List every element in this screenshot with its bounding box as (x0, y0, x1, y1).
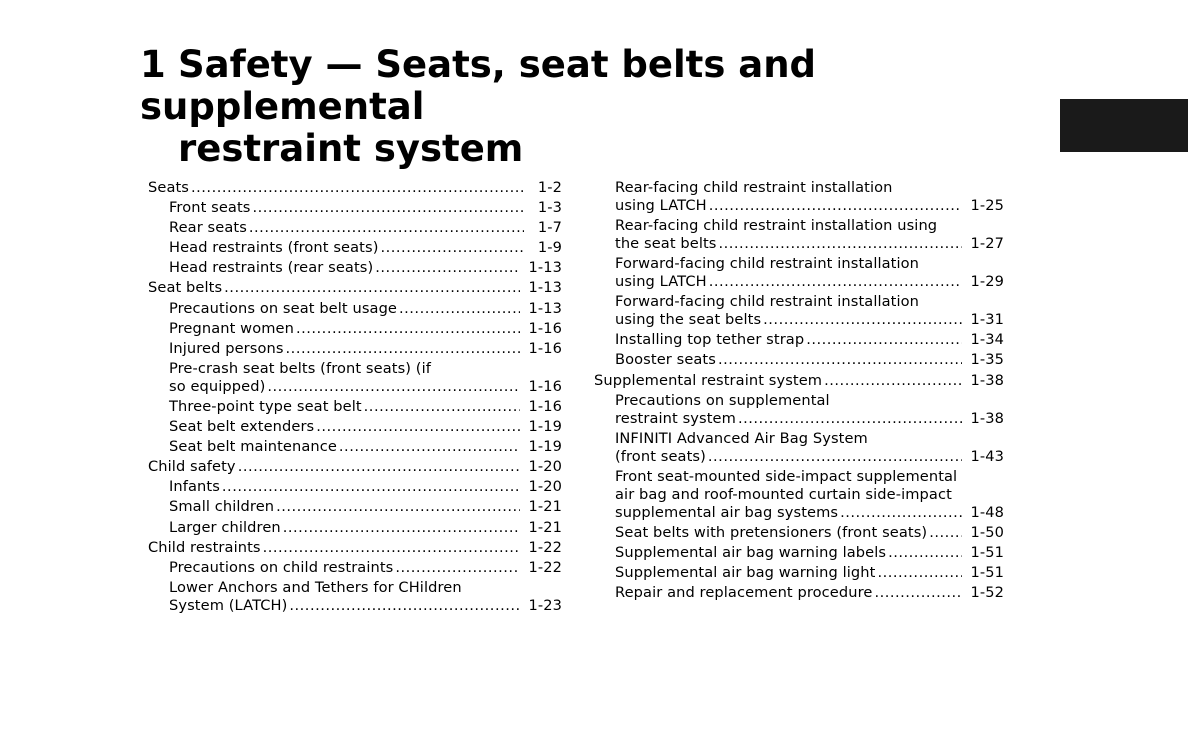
toc-page-number: 1-19 (528, 418, 562, 436)
toc-entry[interactable] (148, 478, 562, 496)
toc-entry-line (169, 259, 562, 277)
toc-entry[interactable] (594, 293, 1004, 329)
toc-page-number: 1-43 (970, 447, 1004, 465)
dot-leader (763, 311, 962, 329)
toc-page-number: 1-51 (970, 544, 1004, 562)
toc-entry[interactable] (594, 524, 1004, 542)
toc-right-column (594, 179, 1004, 604)
toc-entry[interactable] (594, 544, 1004, 562)
toc-page-number: 1-9 (537, 239, 562, 257)
toc-entry-title: Child restraints (148, 538, 261, 556)
toc-entry-line (615, 331, 1004, 349)
toc-page-number: 1-20 (528, 478, 562, 496)
toc-entry-line (169, 219, 562, 237)
toc-entry-title: Booster seats (615, 351, 716, 369)
chapter-number: 1 (140, 43, 166, 86)
toc-page-number: 1-23 (528, 596, 562, 614)
toc-entry-line (169, 559, 562, 577)
toc-page-number: 1-51 (970, 564, 1004, 582)
toc-entry-line (169, 519, 562, 537)
toc-page-number: 1-22 (528, 538, 562, 556)
toc-page-number: 1-16 (528, 319, 562, 337)
dot-leader (824, 372, 962, 390)
toc-entry[interactable] (148, 199, 562, 217)
dot-leader (709, 273, 963, 291)
toc-page-number: 1-50 (970, 523, 1004, 541)
dot-leader (806, 331, 962, 349)
toc-entry[interactable] (148, 579, 562, 615)
dot-leader (708, 448, 963, 466)
toc-entry-line (615, 273, 1004, 291)
toc-page-number: 1-48 (970, 503, 1004, 521)
toc-entry-title-line: Front seat-mounted side-impact supplemental (615, 467, 958, 485)
toc-page-number: 1-16 (528, 397, 562, 415)
dot-leader (222, 478, 521, 496)
chapter-title-text: Safety — Seats, seat belts and supplemental (140, 43, 817, 128)
toc-entry-title: Head restraints (rear seats) (169, 259, 374, 277)
toc-entry-line (615, 235, 1004, 253)
toc-entry-line (148, 458, 562, 476)
toc-entry-title: Installing top tether strap (615, 331, 805, 349)
toc-entry-title: System (LATCH) (169, 596, 288, 614)
toc-entry-title: Seat belts with pretensioners (front seats) (615, 523, 928, 541)
toc-entry[interactable] (148, 559, 562, 577)
toc-entry-line (169, 498, 562, 516)
dot-leader (238, 458, 521, 476)
dot-leader (191, 179, 524, 197)
toc-entry-title-line: INFINITI Advanced Air Bag System (615, 429, 868, 447)
dot-leader (224, 279, 520, 297)
toc-page-number: 1-7 (537, 219, 562, 237)
dot-leader (364, 398, 521, 416)
toc-page-number: 1-22 (528, 558, 562, 576)
toc-entry-title-line: Lower Anchors and Tethers for CHildren (169, 578, 462, 596)
toc-entry-title: Supplemental restraint system (594, 371, 823, 389)
toc-entry-title: Larger children (169, 518, 281, 536)
toc-entry[interactable] (148, 458, 562, 476)
dot-leader (289, 597, 520, 615)
toc-entry[interactable] (594, 255, 1004, 291)
dot-leader (316, 418, 520, 436)
toc-page-number: 1-19 (528, 438, 562, 456)
toc-page-number: 1-2 (537, 179, 562, 196)
toc-page-number: 1-29 (970, 273, 1004, 291)
dot-leader (718, 351, 963, 369)
toc-entry-title: Seat belt extenders (169, 418, 315, 436)
chapter-title-line-2: restraint system (178, 127, 524, 170)
toc-entry[interactable] (594, 564, 1004, 582)
toc-entry-line (169, 438, 562, 456)
toc-entry-title: Seat belt maintenance (169, 438, 337, 456)
toc-entry-title: Seat belts (148, 279, 223, 297)
toc-entry-line (169, 597, 562, 615)
dot-leader (339, 438, 521, 456)
toc-entry-line (615, 311, 1004, 329)
toc-entry-line (615, 564, 1004, 582)
toc-entry-line (615, 544, 1004, 562)
toc-entry[interactable] (594, 584, 1004, 602)
toc-entry-title-line: Forward-facing child restraint installation (615, 255, 920, 273)
dot-leader (276, 498, 520, 516)
toc-entry[interactable] (148, 438, 562, 456)
toc-entry-line (169, 398, 562, 416)
toc-entry-title: so equipped) (169, 377, 266, 395)
toc-page-number: 1-25 (970, 197, 1004, 214)
toc-page-number: 1-13 (528, 299, 562, 317)
toc-entry-line (148, 279, 562, 297)
toc-entry-line (169, 378, 562, 396)
toc-entry-title: Seats (148, 179, 190, 196)
toc-entry-line (169, 239, 562, 257)
toc-entry-line (169, 199, 562, 217)
toc-page-number: 1-27 (970, 235, 1004, 253)
toc-entry-line (169, 478, 562, 496)
toc-page-number: 1-52 (970, 584, 1004, 602)
toc-entry-title: Supplemental air bag warning light (615, 564, 876, 582)
toc-entry-line (594, 372, 1004, 390)
toc-entry[interactable] (594, 468, 1004, 522)
dot-leader (719, 235, 963, 253)
dot-leader (929, 524, 962, 542)
toc-entry[interactable] (594, 351, 1004, 369)
toc-entry[interactable] (594, 331, 1004, 349)
toc-entry-line (615, 351, 1004, 369)
toc-entry-title: Repair and replacement procedure (615, 584, 873, 602)
toc-entry-title-line: Pre-crash seat belts (front seats) (if (169, 359, 431, 377)
toc-entry[interactable] (148, 519, 562, 537)
toc-entry-line (148, 539, 562, 557)
toc-left-column (148, 179, 562, 617)
toc-entry[interactable] (148, 360, 562, 396)
toc-entry-line (169, 300, 562, 318)
chapter-title-line-1 (140, 43, 816, 128)
dot-leader (709, 197, 963, 215)
dot-leader (375, 259, 520, 277)
toc-entry-title: (front seats) (615, 447, 706, 465)
toc-entry[interactable] (148, 398, 562, 416)
toc-page-number: 1-21 (528, 498, 562, 516)
toc-entry-title: Infants (169, 478, 220, 496)
toc-entry[interactable] (594, 217, 1004, 253)
toc-page-number: 1-16 (528, 339, 562, 357)
toc-entry[interactable] (148, 498, 562, 516)
toc-page-number: 1-21 (528, 518, 562, 536)
toc-entry-title: using LATCH (615, 197, 707, 214)
dot-leader (249, 219, 524, 237)
toc-entry-title: restraint system (615, 409, 736, 427)
toc-entry-line (615, 504, 1004, 522)
toc-entry-title: using the seat belts (615, 311, 762, 329)
toc-entry-title: Injured persons (169, 339, 284, 357)
toc-entry-title: Head restraints (front seats) (169, 239, 379, 257)
toc-entry[interactable] (148, 300, 562, 318)
toc-page-number: 1-16 (528, 377, 562, 395)
toc-entry-line (615, 584, 1004, 602)
toc-entry-title-line: air bag and roof-mounted curtain side-impact (615, 485, 952, 503)
toc-entry-title: Small children (169, 498, 275, 516)
dot-leader (877, 564, 962, 582)
toc-entry-line (615, 524, 1004, 542)
toc-entry-title: using LATCH (615, 273, 707, 291)
dot-leader (253, 199, 524, 217)
dot-leader (267, 378, 520, 396)
toc-entry-title: Three-point type seat belt (169, 397, 362, 415)
dot-leader (399, 300, 520, 318)
toc-page-number: 1-3 (537, 199, 562, 217)
toc-page-number: 1-13 (528, 259, 562, 277)
toc-entry-title: Pregnant women (169, 319, 294, 337)
toc-entry[interactable] (148, 279, 562, 297)
toc-entry-line (169, 320, 562, 338)
toc-entry-line (615, 410, 1004, 428)
toc-page-number: 1-35 (970, 351, 1004, 369)
toc-page-number: 1-34 (970, 331, 1004, 349)
toc-entry-line (169, 340, 562, 358)
dot-leader (286, 340, 521, 358)
toc-entry-title-line: Forward-facing child restraint installation (615, 293, 920, 311)
toc-entry-title: Precautions on child restraints (169, 558, 394, 576)
toc-entry[interactable] (148, 539, 562, 557)
toc-entry-line (615, 197, 1004, 215)
toc-page-number: 1-13 (528, 279, 562, 297)
toc-page-number: 1-38 (970, 409, 1004, 427)
toc-entry[interactable] (148, 239, 562, 257)
dot-leader (840, 504, 962, 522)
chapter-title (140, 44, 1020, 170)
toc-entry[interactable] (148, 219, 562, 237)
toc-entry[interactable] (148, 259, 562, 277)
toc-entry-title-line: Rear-facing child restraint installation (615, 179, 893, 196)
toc-entry-title: Rear seats (169, 219, 247, 237)
toc-entry-title: supplemental air bag systems (615, 503, 839, 521)
toc-entry-title: the seat belts (615, 235, 717, 253)
toc-entry[interactable] (594, 392, 1004, 428)
dot-leader (874, 584, 962, 602)
toc-entry-title: Front seats (169, 199, 251, 217)
chapter-tab-marker (1060, 99, 1188, 152)
toc-entry-title: Child safety (148, 458, 236, 476)
toc-entry[interactable] (148, 418, 562, 436)
toc-entry[interactable] (148, 320, 562, 338)
toc-entry-line (169, 418, 562, 436)
dot-leader (738, 410, 963, 428)
dot-leader (395, 559, 520, 577)
dot-leader (296, 320, 520, 338)
dot-leader (381, 239, 525, 257)
toc-entry[interactable] (594, 430, 1004, 466)
toc-entry-title: Supplemental air bag warning labels (615, 544, 887, 562)
dot-leader (888, 544, 962, 562)
toc-entry[interactable] (148, 179, 562, 197)
dot-leader (263, 539, 521, 557)
toc-entry-title-line: Precautions on supplemental (615, 391, 830, 409)
dot-leader (283, 519, 521, 537)
toc-entry-line (148, 179, 562, 197)
toc-page-number: 1-31 (970, 311, 1004, 329)
toc-entry-title-line: Rear-facing child restraint installation using (615, 217, 938, 235)
toc-page-number: 1-38 (970, 371, 1004, 389)
toc-entry[interactable] (594, 372, 1004, 390)
toc-entry-line (615, 448, 1004, 466)
toc-page-number: 1-20 (528, 458, 562, 476)
toc-entry[interactable] (594, 179, 1004, 215)
toc-entry-title: Precautions on seat belt usage (169, 299, 398, 317)
toc-entry[interactable] (148, 340, 562, 358)
